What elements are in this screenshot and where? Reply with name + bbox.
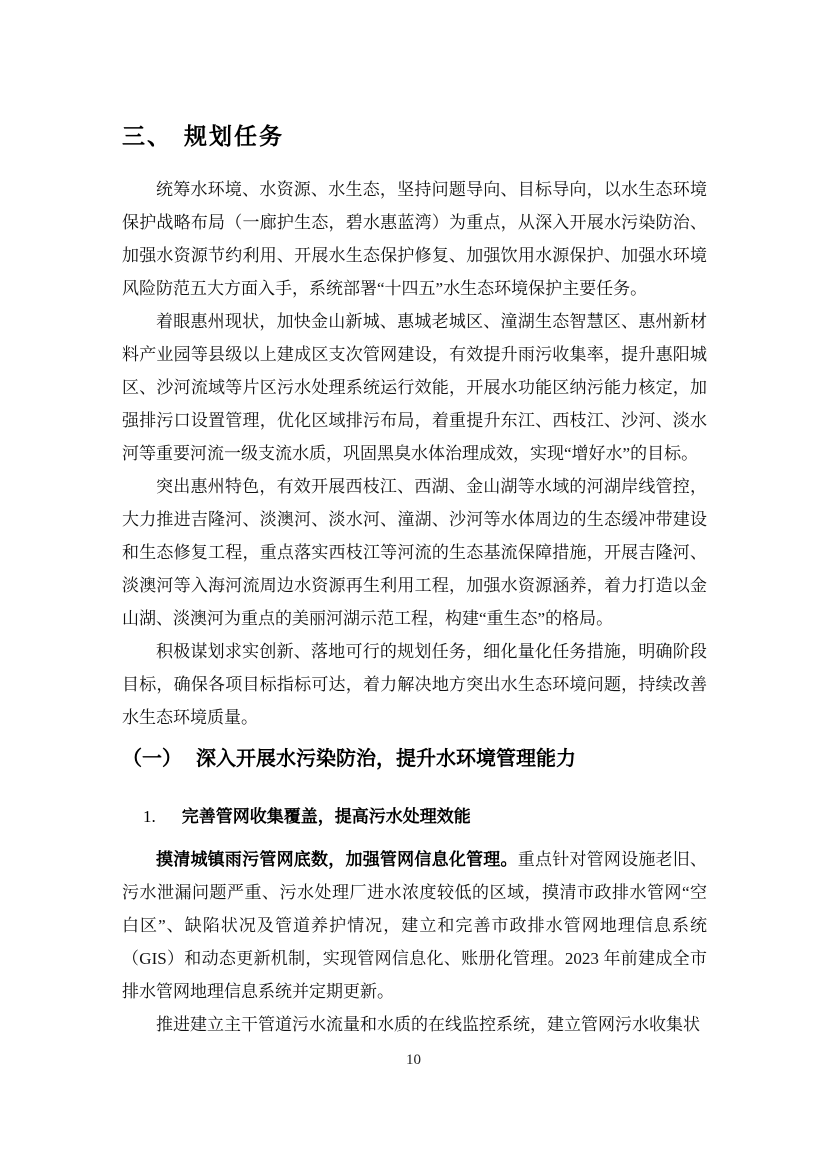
item-heading [122, 804, 707, 830]
page-number: 10 [406, 1052, 421, 1068]
section-title: 深入开展水污染防治，提升水环境管理能力 [196, 748, 576, 770]
item-number: 1. [143, 807, 156, 826]
body-paragraph-1 [122, 843, 707, 1008]
body-paragraph-1-text: 重点针对管网设施老旧、污水泄漏问题严重、污水处理厂进水浓度较低的区域，摸清市政排水管网“空白区”、缺陷状况及管道养护情况，建立和完善市政排水管网地理信息系统（GIS）和动态更新机制，实现管网信息化、账册化管理。2023 年前建成全市排水管网地理信息系统并定期更新。 [122, 850, 708, 1001]
intro-paragraph-4: 积极谋划求实创新、落地可行的规划任务，细化量化任务措施，明确阶段目标，确保各项目标指标可达，着力解决地方突出水生态环境问题，持续改善水生态环境质量。 [122, 642, 707, 727]
section-number: （一） [122, 748, 182, 770]
chapter-number: 三、 [122, 123, 172, 149]
intro-paragraph-3: 突出惠州特色，有效开展西枝江、西湖、金山湖等水域的河湖岸线管控，大力推进吉隆河、淡澳河、淡水河、潼湖、沙河等水体周边的生态缓冲带建设和生态修复工程，重点落实西枝江等河流的生态基流保障措施，开展吉隆河、淡澳河等入海河流周边水资源再生利用工程，加强水资源涵养，着力打造以金山湖、淡澳河为重点的美丽河湖示范工程，构建“重生态”的格局。 [122, 477, 707, 628]
chapter-title: 规划任务 [184, 123, 284, 149]
chapter-heading [122, 122, 707, 150]
intro-paragraph-2: 着眼惠州现状，加快金山新城、惠城老城区、潼湖生态智慧区、惠州新材料产业园等县级以上建成区支次管网建设，有效提升雨污收集率，提升惠阳城区、沙河流域等片区污水处理系统运行效能，开展水功能区纳污能力核定，加强排污口设置管理，优化区域排污布局，着重提升东江、西枝江、沙河、淡水河等重要河流一级支流水质，巩固黑臭水体治理成效，实现“增好水”的目标。 [122, 312, 707, 463]
item-title: 完善管网收集覆盖，提高污水处理效能 [181, 807, 471, 826]
body-paragraph-2: 推进建立主干管道污水流量和水质的在线监控系统，建立管网污水收集状 [156, 1015, 700, 1034]
body-paragraph-1-lead: 摸清城镇雨污管网底数，加强管网信息化管理。 [156, 850, 518, 869]
intro-paragraph-1: 统筹水环境、水资源、水生态，坚持问题导向、目标导向，以水生态环境保护战略布局（一廊护生态，碧水惠蓝湾）为重点，从深入开展水污染防治、加强水资源节约利用、开展水生态保护修复、加强饮用水源保护、加强水环境风险防范五大方面入手，系统部署“十四五”水生态环境保护主要任务。 [122, 180, 707, 298]
section-heading [122, 746, 707, 772]
